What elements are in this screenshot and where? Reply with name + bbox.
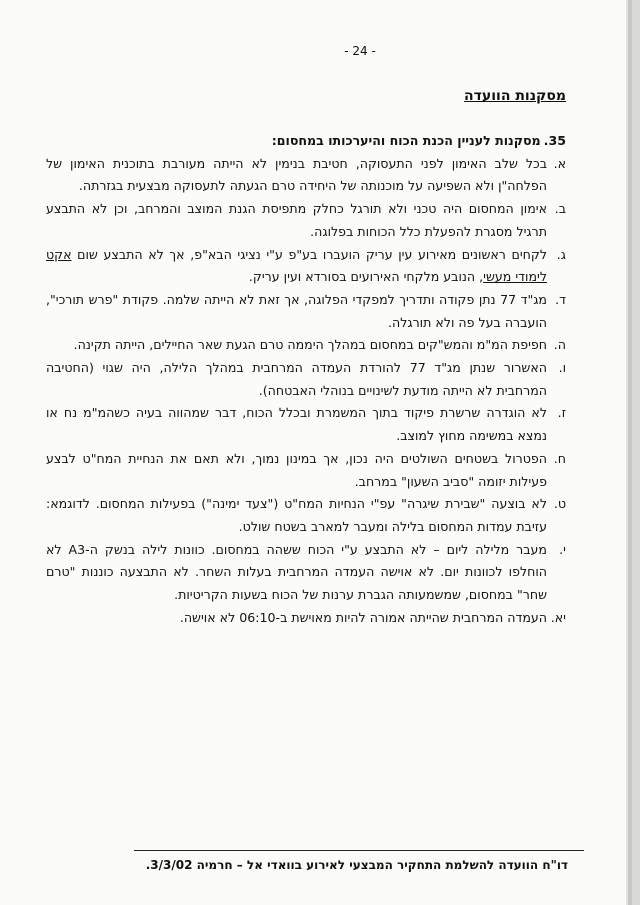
footer-divider: [134, 850, 584, 851]
section-title: מסקנות הוועדה: [464, 88, 566, 104]
item-text: הפטרול בשטחים השולטים היה נכון, אך במינון נמוך, ולא תאם את הנחיית המח"ט לבצע פעילות יזומה "סביב השעון" במרחב.: [46, 450, 547, 489]
item-letter: ה.: [553, 337, 566, 353]
list-item: [46, 334, 566, 357]
item-text-part: לקחים ראשונים מאירוע עין עריק הועברו בע"פ ע"י נציגי הבא"פ, אך לא התבצע שום: [71, 246, 547, 262]
item-text: אימון המחסום היה טכני ולא תורגל כחלק מתפיסת הגנת המוצב והמרחב, וכן לא התבצע תרגיל מסגרת להפעלת כלל הכוחות בפלוגה.: [46, 201, 547, 239]
item-letter: יא.: [550, 609, 566, 625]
list-item: [46, 607, 566, 630]
item-letter: ג.: [556, 246, 566, 262]
list-item: [46, 289, 566, 334]
underlined-phrase: אקט לימודי מעשי: [46, 246, 547, 285]
heading-text: מסקנות לעניין הכנת הכוח והיערכותו במחסום:: [271, 133, 541, 148]
item-text-part: , הנובע מלקחי האירועים בסורדא ועין עריק.: [248, 269, 484, 285]
item-text: לא בוצעה "שבירת שיגרה" עפ"י הנחיות המח"ט ("צעד ימינה") בפעילות המחסום. לדוגמא: עזיבת עמדות המחסום בלילה ומעבר למארב בשטח שולט.: [46, 496, 547, 534]
conclusions-heading: [46, 130, 566, 153]
conclusions-body: [46, 130, 566, 629]
item-text: [46, 244, 547, 289]
list-item: [46, 539, 566, 607]
item-text: חפיפת המ"מ והמש"קים במחסום במהלך היממה טרם הגעת שאר החיילים, הייתה תקינה.: [73, 337, 547, 353]
item-text: האשרור שנתן מג"ד 77 להורדת העמדה המרחבית במהלך הלילה, היה שגוי (החטיבה המרחבית לא הייתה מודעת לשינויים בנוהלי האבטחה).: [46, 360, 547, 398]
item-text: מג"ד 77 נתן פקודה ותדריך למפקדי הפלוגה, אך זאת לא הייתה שלמה. פקודת "פרש תורכי", הועברה בעל פה ולא תורגלה.: [46, 291, 547, 330]
item-letter: ו.: [558, 360, 566, 376]
item-letter: ז.: [557, 405, 566, 421]
list-item: [46, 198, 566, 243]
heading-number: 35.: [543, 133, 566, 148]
list-item: [46, 402, 566, 447]
item-letter: א.: [553, 155, 566, 171]
list-item: [46, 493, 566, 538]
footer-text: דו"ח הוועדה להשלמת התחקיר המבצעי לאירוע בוואדי אל – חרמיה 3/3/02.: [145, 858, 568, 872]
list-item: [46, 357, 566, 402]
item-text: בכל שלב האימון לפני התעסוקה, חטיבת בנימין לא הייתה מעורבת בתוכנית האימון של הפלחה"ן ולא השפיעה על מוכנותה של היחידה טרם הגעתה לתעסוקה מבצעית בגזרתה.: [46, 155, 547, 194]
item-text: לא הוגדרה שרשרת פיקוד בתוך המשמרת ובכלל הכוח, דבר שמהווה בעיה כשהמ"מ נח או נמצא במשימה מחוץ למוצב.: [46, 405, 547, 444]
item-letter: ד.: [555, 291, 566, 307]
item-letter: ב.: [554, 201, 566, 217]
item-text: מעבר מלילה ליום – לא התבצע ע"י הכוח ששהה במחסום. כוונות לילה בנשק ה-A3 לא הוחלפו לכוונות יום. לא אוישה העמדה המרחבית בעלות השחר. לא התבצעה כוננות "טרם שחר" במחסום, שמשמעותה הגברת ערנות של הכוח בשעות הקריטיות.: [46, 541, 547, 603]
item-letter: י.: [559, 541, 566, 557]
item-letter: ט.: [553, 496, 566, 512]
list-item: [46, 244, 566, 289]
item-letter: ח.: [553, 450, 566, 466]
item-text: העמדה המרחבית שהייתה אמורה להיות מאוישת ב-06:10 לא אוישה.: [179, 609, 547, 625]
list-item: [46, 448, 566, 493]
list-item: [46, 153, 566, 198]
page-number: - 24 -: [344, 44, 376, 58]
